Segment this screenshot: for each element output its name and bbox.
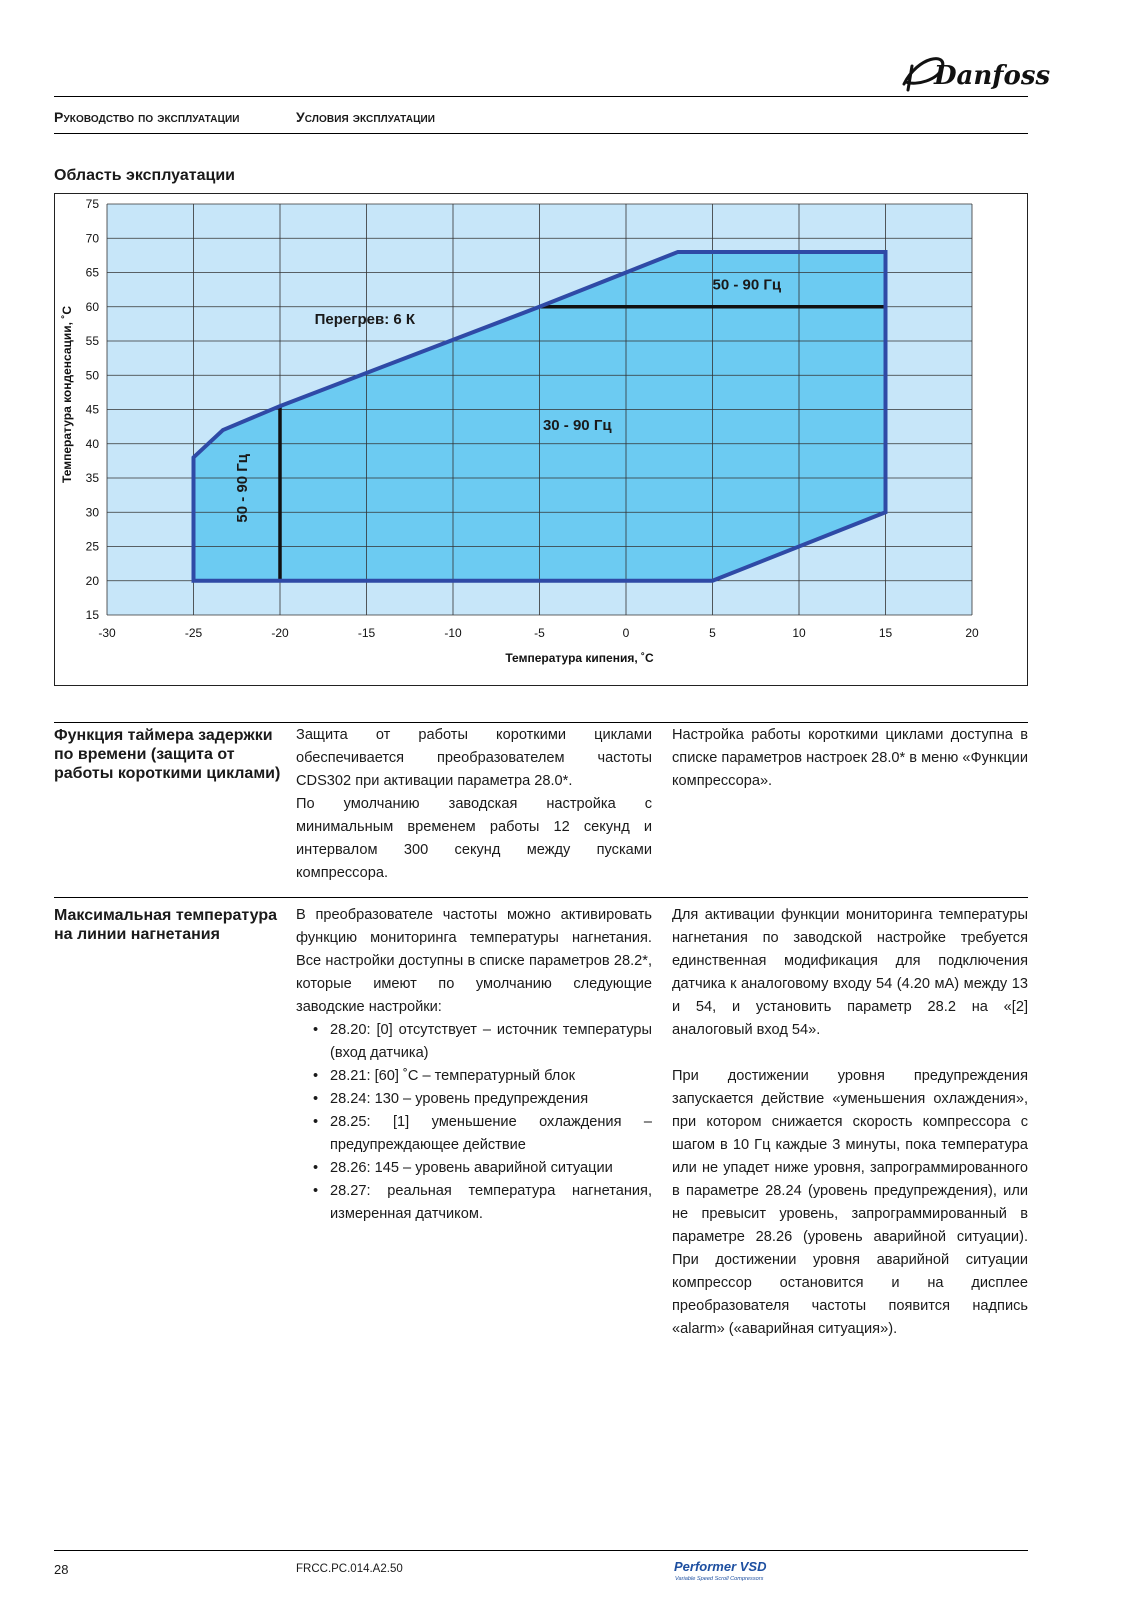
y-tick-label: 45: [85, 402, 99, 417]
timer-title: Функция таймера задержки по времени (защита от работы короткими циклами): [54, 727, 281, 782]
discharge-intro: В преобразователе частоты можно активировать функцию мониторинга температуры нагнетания. Все настройки доступны в списке параметров 28.2*, которые имеют по умолчанию следующие заводские настройки:: [296, 907, 652, 1015]
section-name: Условия эксплуатации: [296, 109, 436, 125]
list-item: • 28.27: реальная температура нагнетания, измеренная датчиком.: [330, 1180, 652, 1226]
discharge-col2-p1: Для активации функции мониторинга температуры нагнетания по заводской настройке требуется единственная модификация для подключения датчика к аналоговому входу 54 (4.20 мА) между 13 и 54, и установить параметр 28.2 на «[2] аналоговый вход 54».: [672, 907, 1028, 1038]
y-tick-label: 35: [85, 471, 99, 485]
chart-annotation: 50 - 90 Гц: [233, 453, 251, 523]
divider-discharge: [54, 897, 1028, 898]
y-tick-label: 50: [85, 368, 99, 383]
x-tick-label: -10: [444, 626, 462, 640]
discharge-col1: [296, 904, 652, 1226]
list-item: • 28.24: 130 – уровень предупреждения: [330, 1088, 652, 1111]
timer-col2: [672, 724, 1028, 793]
x-tick-label: 0: [622, 626, 630, 640]
timer-col1-p1: Защита от работы короткими циклами обеспечивается преобразователем частоты CDS302 при активации параметра 28.0*.: [296, 727, 652, 789]
y-tick-label: 60: [85, 299, 99, 314]
product-tagline: Variable Speed Scroll Compressors: [675, 1576, 764, 1582]
parameter-list: [296, 1019, 652, 1226]
x-tick-label: -5: [534, 626, 545, 640]
header-bottom-rule: [54, 133, 1028, 134]
discharge-col2-p2: При достижении уровня предупреждения запускается действие «уменьшения охлаждения», при котором снижается скорость компрессора с шагом в 10 Гц каждые 3 минуты, пока температура или не упадет ниже уровня, запрограммированного в параметре 28.24 (уровень предупреждения), или не превысит уровень, запрограммированный в параметре 28.26 (уровень аварийной ситуации). При достижении уровня аварийной ситуации компрессор остановится и на дисплее преобразователя частоты появится надпись «alarm» («аварийная ситуация»).: [672, 1068, 1028, 1337]
x-tick-label: -20: [271, 626, 289, 640]
header-top-rule: [54, 96, 1028, 97]
page-number: 28: [54, 1562, 69, 1577]
list-item: • 28.26: 145 – уровень аварийной ситуации: [330, 1157, 652, 1180]
operating-envelope-chart: [54, 193, 1028, 686]
footer-rule: [54, 1550, 1028, 1551]
y-tick-label: 55: [85, 334, 99, 348]
y-tick-label: 40: [85, 436, 99, 451]
x-tick-label: -30: [98, 626, 116, 640]
doc-type: Руководство по эксплуатации: [54, 109, 240, 125]
x-tick-label: 20: [965, 626, 979, 640]
timer-col2-p1: Настройка работы короткими циклами доступна в списке параметров настроек 28.0* в меню «Функции компрессора».: [672, 727, 1028, 789]
product-name: Performer VSD: [674, 1559, 767, 1574]
x-tick-label: 10: [792, 626, 806, 640]
y-tick-label: 30: [85, 505, 99, 520]
section-title: Область эксплуатации: [54, 167, 235, 184]
y-tick-label: 75: [85, 197, 99, 211]
logo-wordmark: Danfoss: [934, 61, 1051, 91]
timer-col1: [296, 724, 652, 885]
discharge-col2: [672, 904, 1028, 1341]
y-tick-label: 15: [85, 608, 99, 622]
discharge-title: Максимальная температура на линии нагнетания: [54, 907, 278, 943]
x-tick-label: -15: [357, 626, 376, 640]
chart-annotation: 50 - 90 Гц: [712, 276, 782, 294]
divider-timer: [54, 722, 1028, 723]
y-tick-label: 70: [85, 231, 99, 246]
document-code: FRCC.PC.014.A2.50: [296, 1563, 403, 1575]
x-tick-label: -25: [184, 626, 203, 640]
y-axis-label: Температура конденсации, ˚C: [60, 306, 74, 483]
list-item: • 28.20: [0] отсутствует – источник температуры (вход датчика): [330, 1019, 652, 1065]
y-tick-label: 20: [85, 573, 99, 588]
chart-annotation: Перегрев: 6 К: [314, 310, 416, 328]
danfoss-logo: [898, 46, 1051, 96]
x-axis-label: Температура кипения, ˚C: [505, 651, 654, 665]
x-tick-label: 15: [878, 626, 893, 640]
timer-col1-p2: По умолчанию заводская настройка с минимальным временем работы 12 секунд и интервалом 300 секунд между пусками компрессора.: [296, 796, 652, 881]
performer-vsd-logo: [672, 1557, 782, 1583]
y-tick-label: 65: [85, 265, 99, 280]
chart-annotation: 30 - 90 Гц: [542, 417, 612, 435]
list-item: • 28.21: [60] ˚C – температурный блок: [330, 1065, 652, 1088]
y-tick-label: 25: [85, 539, 99, 554]
chart-svg: [55, 194, 1027, 685]
list-item: • 28.25: [1] уменьшение охлаждения – предупреждающее действие: [330, 1111, 652, 1157]
x-tick-label: 5: [709, 626, 716, 640]
